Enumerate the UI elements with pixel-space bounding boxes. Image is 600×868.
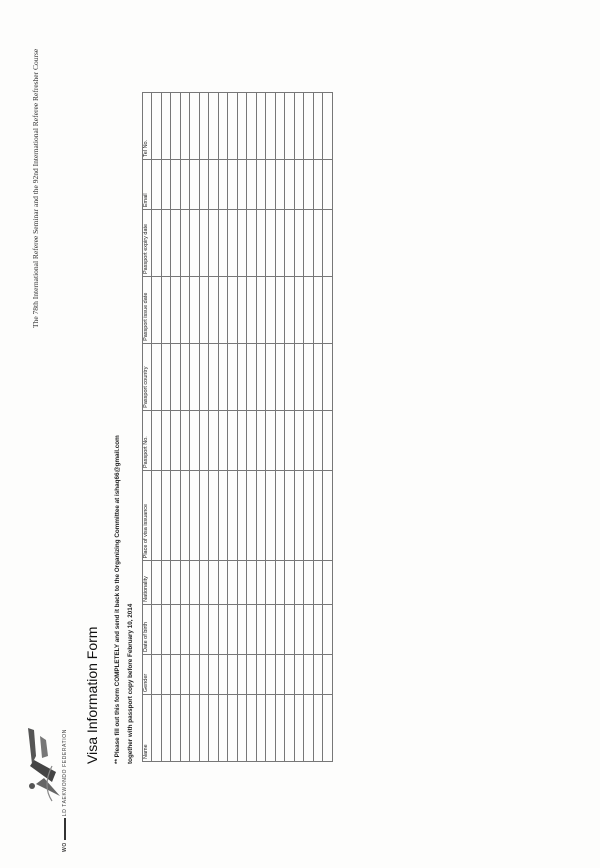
table-cell[interactable] xyxy=(266,695,276,762)
table-cell[interactable] xyxy=(161,343,171,410)
table-cell[interactable] xyxy=(180,654,190,694)
table-cell[interactable] xyxy=(285,343,295,410)
table-cell[interactable] xyxy=(256,695,266,762)
table-cell[interactable] xyxy=(171,343,181,410)
table-cell[interactable] xyxy=(228,159,238,209)
table-cell[interactable] xyxy=(323,210,333,277)
table-cell[interactable] xyxy=(323,343,333,410)
table-cell[interactable] xyxy=(237,695,247,762)
table-cell[interactable] xyxy=(294,604,304,654)
table-cell[interactable] xyxy=(294,210,304,277)
table-row xyxy=(237,93,247,762)
table-cell[interactable] xyxy=(228,210,238,277)
table-cell[interactable] xyxy=(285,210,295,277)
table-cell[interactable] xyxy=(152,695,162,762)
table-cell[interactable] xyxy=(161,604,171,654)
table-cell[interactable] xyxy=(152,210,162,277)
table-cell[interactable] xyxy=(266,93,276,160)
table-cell[interactable] xyxy=(199,343,209,410)
col-header-passport-country: Passport country xyxy=(143,343,152,410)
table-cell[interactable] xyxy=(266,654,276,694)
col-header-email: Email xyxy=(143,159,152,209)
table-cell[interactable] xyxy=(218,93,228,160)
table-cell[interactable] xyxy=(209,210,219,277)
table-cell[interactable] xyxy=(228,654,238,694)
table-cell[interactable] xyxy=(285,561,295,604)
table-row xyxy=(199,93,209,762)
table-cell[interactable] xyxy=(256,343,266,410)
table-cell[interactable] xyxy=(237,343,247,410)
table-row xyxy=(228,93,238,762)
table-cell[interactable] xyxy=(190,410,200,470)
table-cell[interactable] xyxy=(190,343,200,410)
table-row xyxy=(304,93,314,762)
table-cell[interactable] xyxy=(247,604,257,654)
table-cell[interactable] xyxy=(152,159,162,209)
table-cell[interactable] xyxy=(323,654,333,694)
table-cell[interactable] xyxy=(247,93,257,160)
table-cell[interactable] xyxy=(313,471,323,561)
table-cell[interactable] xyxy=(171,561,181,604)
table-cell[interactable] xyxy=(285,277,295,344)
table-cell[interactable] xyxy=(180,410,190,470)
table-cell[interactable] xyxy=(256,604,266,654)
table-cell[interactable] xyxy=(275,561,285,604)
table-cell[interactable] xyxy=(209,604,219,654)
table-cell[interactable] xyxy=(266,277,276,344)
table-cell[interactable] xyxy=(323,471,333,561)
table-cell[interactable] xyxy=(256,277,266,344)
table-cell[interactable] xyxy=(237,654,247,694)
table-cell[interactable] xyxy=(199,93,209,160)
table-cell[interactable] xyxy=(190,604,200,654)
table-cell[interactable] xyxy=(275,159,285,209)
table-cell[interactable] xyxy=(209,159,219,209)
table-cell[interactable] xyxy=(171,159,181,209)
table-cell[interactable] xyxy=(323,604,333,654)
table-cell[interactable] xyxy=(323,561,333,604)
table-cell[interactable] xyxy=(209,471,219,561)
table-cell[interactable] xyxy=(285,654,295,694)
table-cell[interactable] xyxy=(275,93,285,160)
table-header-row xyxy=(143,93,152,762)
table-cell[interactable] xyxy=(313,695,323,762)
table-row xyxy=(285,93,295,762)
instruction-line-1: ** Please fill out this form COMPLETELY and send it back to the Organizing Committee at ishaq66@gmail.com xyxy=(114,435,121,764)
table-cell[interactable] xyxy=(237,410,247,470)
col-header-passport-issue-date: Passport issue date xyxy=(143,277,152,344)
table-cell[interactable] xyxy=(209,561,219,604)
table-cell[interactable] xyxy=(285,471,295,561)
table-cell[interactable] xyxy=(161,561,171,604)
table-cell[interactable] xyxy=(152,93,162,160)
visa-info-table xyxy=(142,92,322,762)
table-cell[interactable] xyxy=(199,561,209,604)
table-cell[interactable] xyxy=(152,471,162,561)
table-cell[interactable] xyxy=(161,277,171,344)
table-cell[interactable] xyxy=(304,604,314,654)
table-cell[interactable] xyxy=(237,471,247,561)
table-row xyxy=(218,93,228,762)
table-cell[interactable] xyxy=(294,695,304,762)
table-cell[interactable] xyxy=(218,343,228,410)
table-cell[interactable] xyxy=(218,471,228,561)
table-cell[interactable] xyxy=(294,159,304,209)
table-cell[interactable] xyxy=(256,93,266,160)
table-cell[interactable] xyxy=(161,695,171,762)
table-cell[interactable] xyxy=(237,277,247,344)
table-cell[interactable] xyxy=(209,93,219,160)
table-cell[interactable] xyxy=(161,93,171,160)
wtf-logo xyxy=(22,702,80,852)
table-cell[interactable] xyxy=(247,471,257,561)
table-cell[interactable] xyxy=(313,561,323,604)
table-cell[interactable] xyxy=(180,277,190,344)
table-cell[interactable] xyxy=(228,277,238,344)
table-cell[interactable] xyxy=(266,471,276,561)
table-cell[interactable] xyxy=(237,210,247,277)
table-cell[interactable] xyxy=(304,410,314,470)
table-cell[interactable] xyxy=(190,159,200,209)
col-header-place-of-visa-issuance: Place of visa issuance xyxy=(143,471,152,561)
table-cell[interactable] xyxy=(161,410,171,470)
table-cell[interactable] xyxy=(247,277,257,344)
table-cell[interactable] xyxy=(275,695,285,762)
org-name-text: LD TAEKWONDO FEDERATION xyxy=(62,729,68,817)
col-header-nationality: Nationality xyxy=(143,561,152,604)
table-cell[interactable] xyxy=(237,561,247,604)
table-cell[interactable] xyxy=(313,343,323,410)
logo-rule xyxy=(64,818,66,840)
form-title: Visa Information Form xyxy=(84,626,100,764)
table-cell[interactable] xyxy=(247,654,257,694)
table-cell[interactable] xyxy=(180,471,190,561)
table-cell[interactable] xyxy=(180,695,190,762)
table-cell[interactable] xyxy=(161,471,171,561)
table-row xyxy=(266,93,276,762)
table-cell[interactable] xyxy=(256,654,266,694)
table-cell[interactable] xyxy=(161,159,171,209)
table-cell[interactable] xyxy=(294,93,304,160)
table-body xyxy=(152,93,333,762)
table-cell[interactable] xyxy=(190,471,200,561)
table-cell[interactable] xyxy=(190,210,200,277)
table-cell[interactable] xyxy=(171,695,181,762)
table-row xyxy=(161,93,171,762)
org-prefix: WO xyxy=(62,842,68,852)
table-row xyxy=(275,93,285,762)
table-cell[interactable] xyxy=(275,410,285,470)
col-header-name: Name xyxy=(143,695,152,762)
table-cell[interactable] xyxy=(218,159,228,209)
table-cell[interactable] xyxy=(304,471,314,561)
table-cell[interactable] xyxy=(180,604,190,654)
table-cell[interactable] xyxy=(266,343,276,410)
table-cell[interactable] xyxy=(171,471,181,561)
table-cell[interactable] xyxy=(237,159,247,209)
table-cell[interactable] xyxy=(275,343,285,410)
table-cell[interactable] xyxy=(285,604,295,654)
table-cell[interactable] xyxy=(209,343,219,410)
table-cell[interactable] xyxy=(304,695,314,762)
table-cell[interactable] xyxy=(247,695,257,762)
table-cell[interactable] xyxy=(275,604,285,654)
table-cell[interactable] xyxy=(218,410,228,470)
table-cell[interactable] xyxy=(152,410,162,470)
table-cell[interactable] xyxy=(275,471,285,561)
table-cell[interactable] xyxy=(152,277,162,344)
col-header-gender: Gender xyxy=(143,654,152,694)
table-row xyxy=(180,93,190,762)
table-cell[interactable] xyxy=(323,277,333,344)
table-cell[interactable] xyxy=(180,210,190,277)
table-cell[interactable] xyxy=(266,410,276,470)
table-cell[interactable] xyxy=(152,654,162,694)
table-cell[interactable] xyxy=(199,210,209,277)
table-cell[interactable] xyxy=(323,159,333,209)
table-cell[interactable] xyxy=(266,159,276,209)
table-cell[interactable] xyxy=(313,93,323,160)
table-cell[interactable] xyxy=(228,471,238,561)
table-cell[interactable] xyxy=(180,159,190,209)
table-cell[interactable] xyxy=(285,159,295,209)
table-cell[interactable] xyxy=(285,695,295,762)
table-cell[interactable] xyxy=(209,410,219,470)
table-cell[interactable] xyxy=(294,343,304,410)
table-cell[interactable] xyxy=(218,604,228,654)
table-cell[interactable] xyxy=(304,654,314,694)
course-header: The 78th International Referee Seminar and the 92nd International Referee Refresher Course xyxy=(31,48,40,328)
table-cell[interactable] xyxy=(171,410,181,470)
table-cell[interactable] xyxy=(199,159,209,209)
table-cell[interactable] xyxy=(294,410,304,470)
table-cell[interactable] xyxy=(285,410,295,470)
table-cell[interactable] xyxy=(313,159,323,209)
table-row xyxy=(171,93,181,762)
table-cell[interactable] xyxy=(304,210,314,277)
table-cell[interactable] xyxy=(247,343,257,410)
table-cell[interactable] xyxy=(313,604,323,654)
table-cell[interactable] xyxy=(228,695,238,762)
table-cell[interactable] xyxy=(218,210,228,277)
table-cell[interactable] xyxy=(237,93,247,160)
col-header-passport-expiry-date: Passport expiry date xyxy=(143,210,152,277)
table-cell[interactable] xyxy=(304,561,314,604)
table-cell[interactable] xyxy=(266,210,276,277)
table-cell[interactable] xyxy=(228,343,238,410)
table-cell[interactable] xyxy=(190,93,200,160)
table-cell[interactable] xyxy=(199,410,209,470)
table-cell[interactable] xyxy=(171,604,181,654)
table-cell[interactable] xyxy=(199,695,209,762)
table-cell[interactable] xyxy=(228,93,238,160)
table-cell[interactable] xyxy=(275,654,285,694)
table-cell[interactable] xyxy=(209,277,219,344)
table-cell[interactable] xyxy=(256,210,266,277)
table-cell[interactable] xyxy=(190,277,200,344)
table-cell[interactable] xyxy=(275,210,285,277)
table-cell[interactable] xyxy=(180,561,190,604)
table-cell[interactable] xyxy=(313,210,323,277)
table-cell[interactable] xyxy=(285,93,295,160)
table-cell[interactable] xyxy=(228,561,238,604)
table-cell[interactable] xyxy=(171,654,181,694)
table-cell[interactable] xyxy=(247,410,257,470)
table-cell[interactable] xyxy=(171,210,181,277)
table-cell[interactable] xyxy=(190,654,200,694)
table-cell[interactable] xyxy=(256,159,266,209)
table-cell[interactable] xyxy=(256,471,266,561)
table-row xyxy=(247,93,257,762)
table-cell[interactable] xyxy=(247,561,257,604)
table-cell[interactable] xyxy=(180,93,190,160)
table-row xyxy=(294,93,304,762)
table-cell[interactable] xyxy=(190,561,200,604)
table-cell[interactable] xyxy=(228,604,238,654)
table-cell[interactable] xyxy=(294,471,304,561)
table-row xyxy=(256,93,266,762)
table-cell[interactable] xyxy=(190,695,200,762)
table-cell[interactable] xyxy=(304,343,314,410)
table-cell[interactable] xyxy=(237,604,247,654)
col-header-date-of-birth: Date of birth xyxy=(143,604,152,654)
table-cell[interactable] xyxy=(228,410,238,470)
table-cell[interactable] xyxy=(199,654,209,694)
table-cell[interactable] xyxy=(323,93,333,160)
table-cell[interactable] xyxy=(275,277,285,344)
table-cell[interactable] xyxy=(266,561,276,604)
table-cell[interactable] xyxy=(304,93,314,160)
instruction-line-2: together with passport copy before February 10, 2014 xyxy=(127,603,134,764)
table-row xyxy=(152,93,162,762)
table-cell[interactable] xyxy=(199,471,209,561)
table-cell[interactable] xyxy=(171,277,181,344)
table-cell[interactable] xyxy=(218,695,228,762)
table-row xyxy=(323,93,333,762)
table-row xyxy=(190,93,200,762)
table-cell[interactable] xyxy=(152,561,162,604)
table-cell[interactable] xyxy=(209,695,219,762)
table-cell[interactable] xyxy=(199,604,209,654)
table-cell[interactable] xyxy=(323,695,333,762)
table-cell[interactable] xyxy=(256,561,266,604)
table-cell[interactable] xyxy=(247,159,257,209)
table-cell[interactable] xyxy=(294,561,304,604)
table-cell[interactable] xyxy=(304,159,314,209)
table-cell[interactable] xyxy=(247,210,257,277)
table-cell[interactable] xyxy=(209,654,219,694)
table-cell[interactable] xyxy=(313,410,323,470)
table-cell[interactable] xyxy=(152,604,162,654)
table-cell[interactable] xyxy=(256,410,266,470)
table-cell[interactable] xyxy=(304,277,314,344)
table-cell[interactable] xyxy=(171,93,181,160)
table-cell[interactable] xyxy=(294,654,304,694)
wtf-logo-icon xyxy=(22,726,62,806)
table-cell[interactable] xyxy=(266,604,276,654)
table-cell[interactable] xyxy=(180,343,190,410)
table-cell[interactable] xyxy=(218,561,228,604)
col-header-tel-no: Tel No. xyxy=(143,93,152,160)
table-cell[interactable] xyxy=(294,277,304,344)
table-row xyxy=(313,93,323,762)
table-cell[interactable] xyxy=(161,210,171,277)
table-cell[interactable] xyxy=(199,277,209,344)
table-cell[interactable] xyxy=(152,343,162,410)
col-header-passport-no: Passport No. xyxy=(143,410,152,470)
table-cell[interactable] xyxy=(218,654,228,694)
table-cell[interactable] xyxy=(161,654,171,694)
org-name xyxy=(62,729,68,852)
table-row xyxy=(209,93,219,762)
table-cell[interactable] xyxy=(218,277,228,344)
table-cell[interactable] xyxy=(313,277,323,344)
table-cell[interactable] xyxy=(323,410,333,470)
table-cell[interactable] xyxy=(313,654,323,694)
